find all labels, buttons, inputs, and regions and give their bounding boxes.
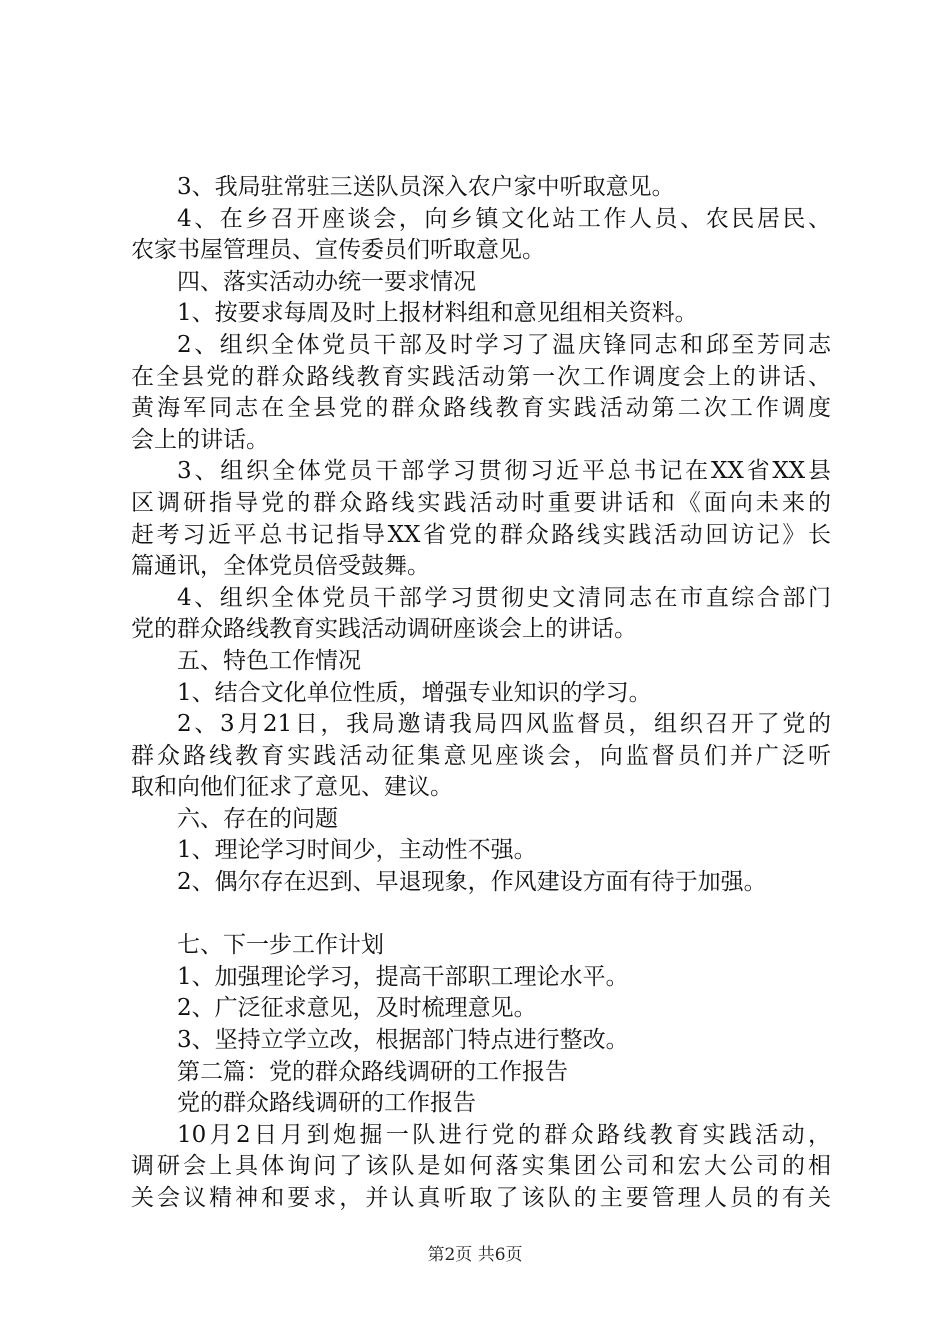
section-heading: 六、存在的问题	[177, 805, 338, 832]
paragraph-line: 1、加强理论学习，提高干部职工理论水平。	[177, 963, 629, 990]
paragraph-line: 党的群众路线教育实践活动调研座谈会上的讲话。	[131, 616, 637, 643]
blank-line	[131, 899, 831, 931]
paragraph-line: 3、坚持立学立改，根据部门特点进行整改。	[177, 1027, 629, 1054]
paragraph-line: 1、结合文化单位性质，增强专业知识的学习。	[177, 679, 652, 706]
document-body	[131, 172, 831, 1215]
paragraph-line: 篇通讯，全体党员倍受鼓舞。	[131, 553, 430, 580]
paragraph-line: 2、广泛征求意见，及时梳理意见。	[177, 995, 537, 1022]
paragraph-line: 赶考习近平总书记指导XX省党的群众路线实践活动回访记》长	[131, 521, 831, 548]
paragraph-line: 区调研指导党的群众路线实践活动时重要讲话和《面向未来的	[131, 489, 831, 516]
paragraph-line: 黄海军同志在全县党的群众路线教育实践活动第二次工作调度	[131, 395, 831, 422]
section-heading: 五、特色工作情况	[177, 647, 361, 674]
paragraph-line: 2、3月21日，我局邀请我局四风监督员，组织召开了党的	[177, 711, 831, 738]
paragraph-line: 1、理论学习时间少，主动性不强。	[177, 837, 537, 864]
paragraph-line: 农家书屋管理员、宣传委员们听取意见。	[131, 237, 545, 264]
paragraph-line: 会上的讲话。	[131, 426, 269, 453]
paragraph-line: 关会议精神和要求，并认真听取了该队的主要管理人员的有关	[131, 1185, 831, 1211]
paragraph-line: 2、组织全体党员干部及时学习了温庆锋同志和邱至芳同志	[177, 331, 831, 358]
paragraph-line: 3、我局驻常驻三送队员深入农户家中听取意见。	[177, 174, 675, 200]
paragraph-line: 1、按要求每周及时上报材料组和意见组相关资料。	[177, 300, 698, 327]
chapter-heading: 第二篇：党的群众路线调研的工作报告	[177, 1058, 568, 1085]
page-footer: 第2页 共6页	[427, 1245, 523, 1265]
paragraph-line: 3、组织全体党员干部学习贯彻习近平总书记在XX省XX县	[177, 458, 831, 485]
paragraph-line: 2、偶尔存在迟到、早退现象，作风建设方面有待于加强。	[177, 869, 767, 896]
report-title: 党的群众路线调研的工作报告	[177, 1090, 476, 1117]
section-heading: 四、落实活动办统一要求情况	[177, 268, 476, 295]
paragraph-line: 取和向他们征求了意见、建议。	[131, 774, 453, 801]
paragraph-line: 4、组织全体党员干部学习贯彻史文清同志在市直综合部门	[177, 584, 831, 611]
section-heading: 七、下一步工作计划	[177, 932, 384, 959]
paragraph-line: 4、在乡召开座谈会，向乡镇文化站工作人员、农民居民、	[177, 205, 831, 232]
paragraph-line: 群众路线教育实践活动征集意见座谈会，向监督员们并广泛听	[131, 742, 831, 769]
paragraph-line: 在全县党的群众路线教育实践活动第一次工作调度会上的讲话、	[131, 363, 831, 390]
paragraph-line: 调研会上具体询问了该队是如何落实集团公司和宏大公司的相	[131, 1153, 831, 1180]
paragraph-line: 10月2日月到炮掘一队进行党的群众路线教育实践活动，	[177, 1121, 831, 1148]
